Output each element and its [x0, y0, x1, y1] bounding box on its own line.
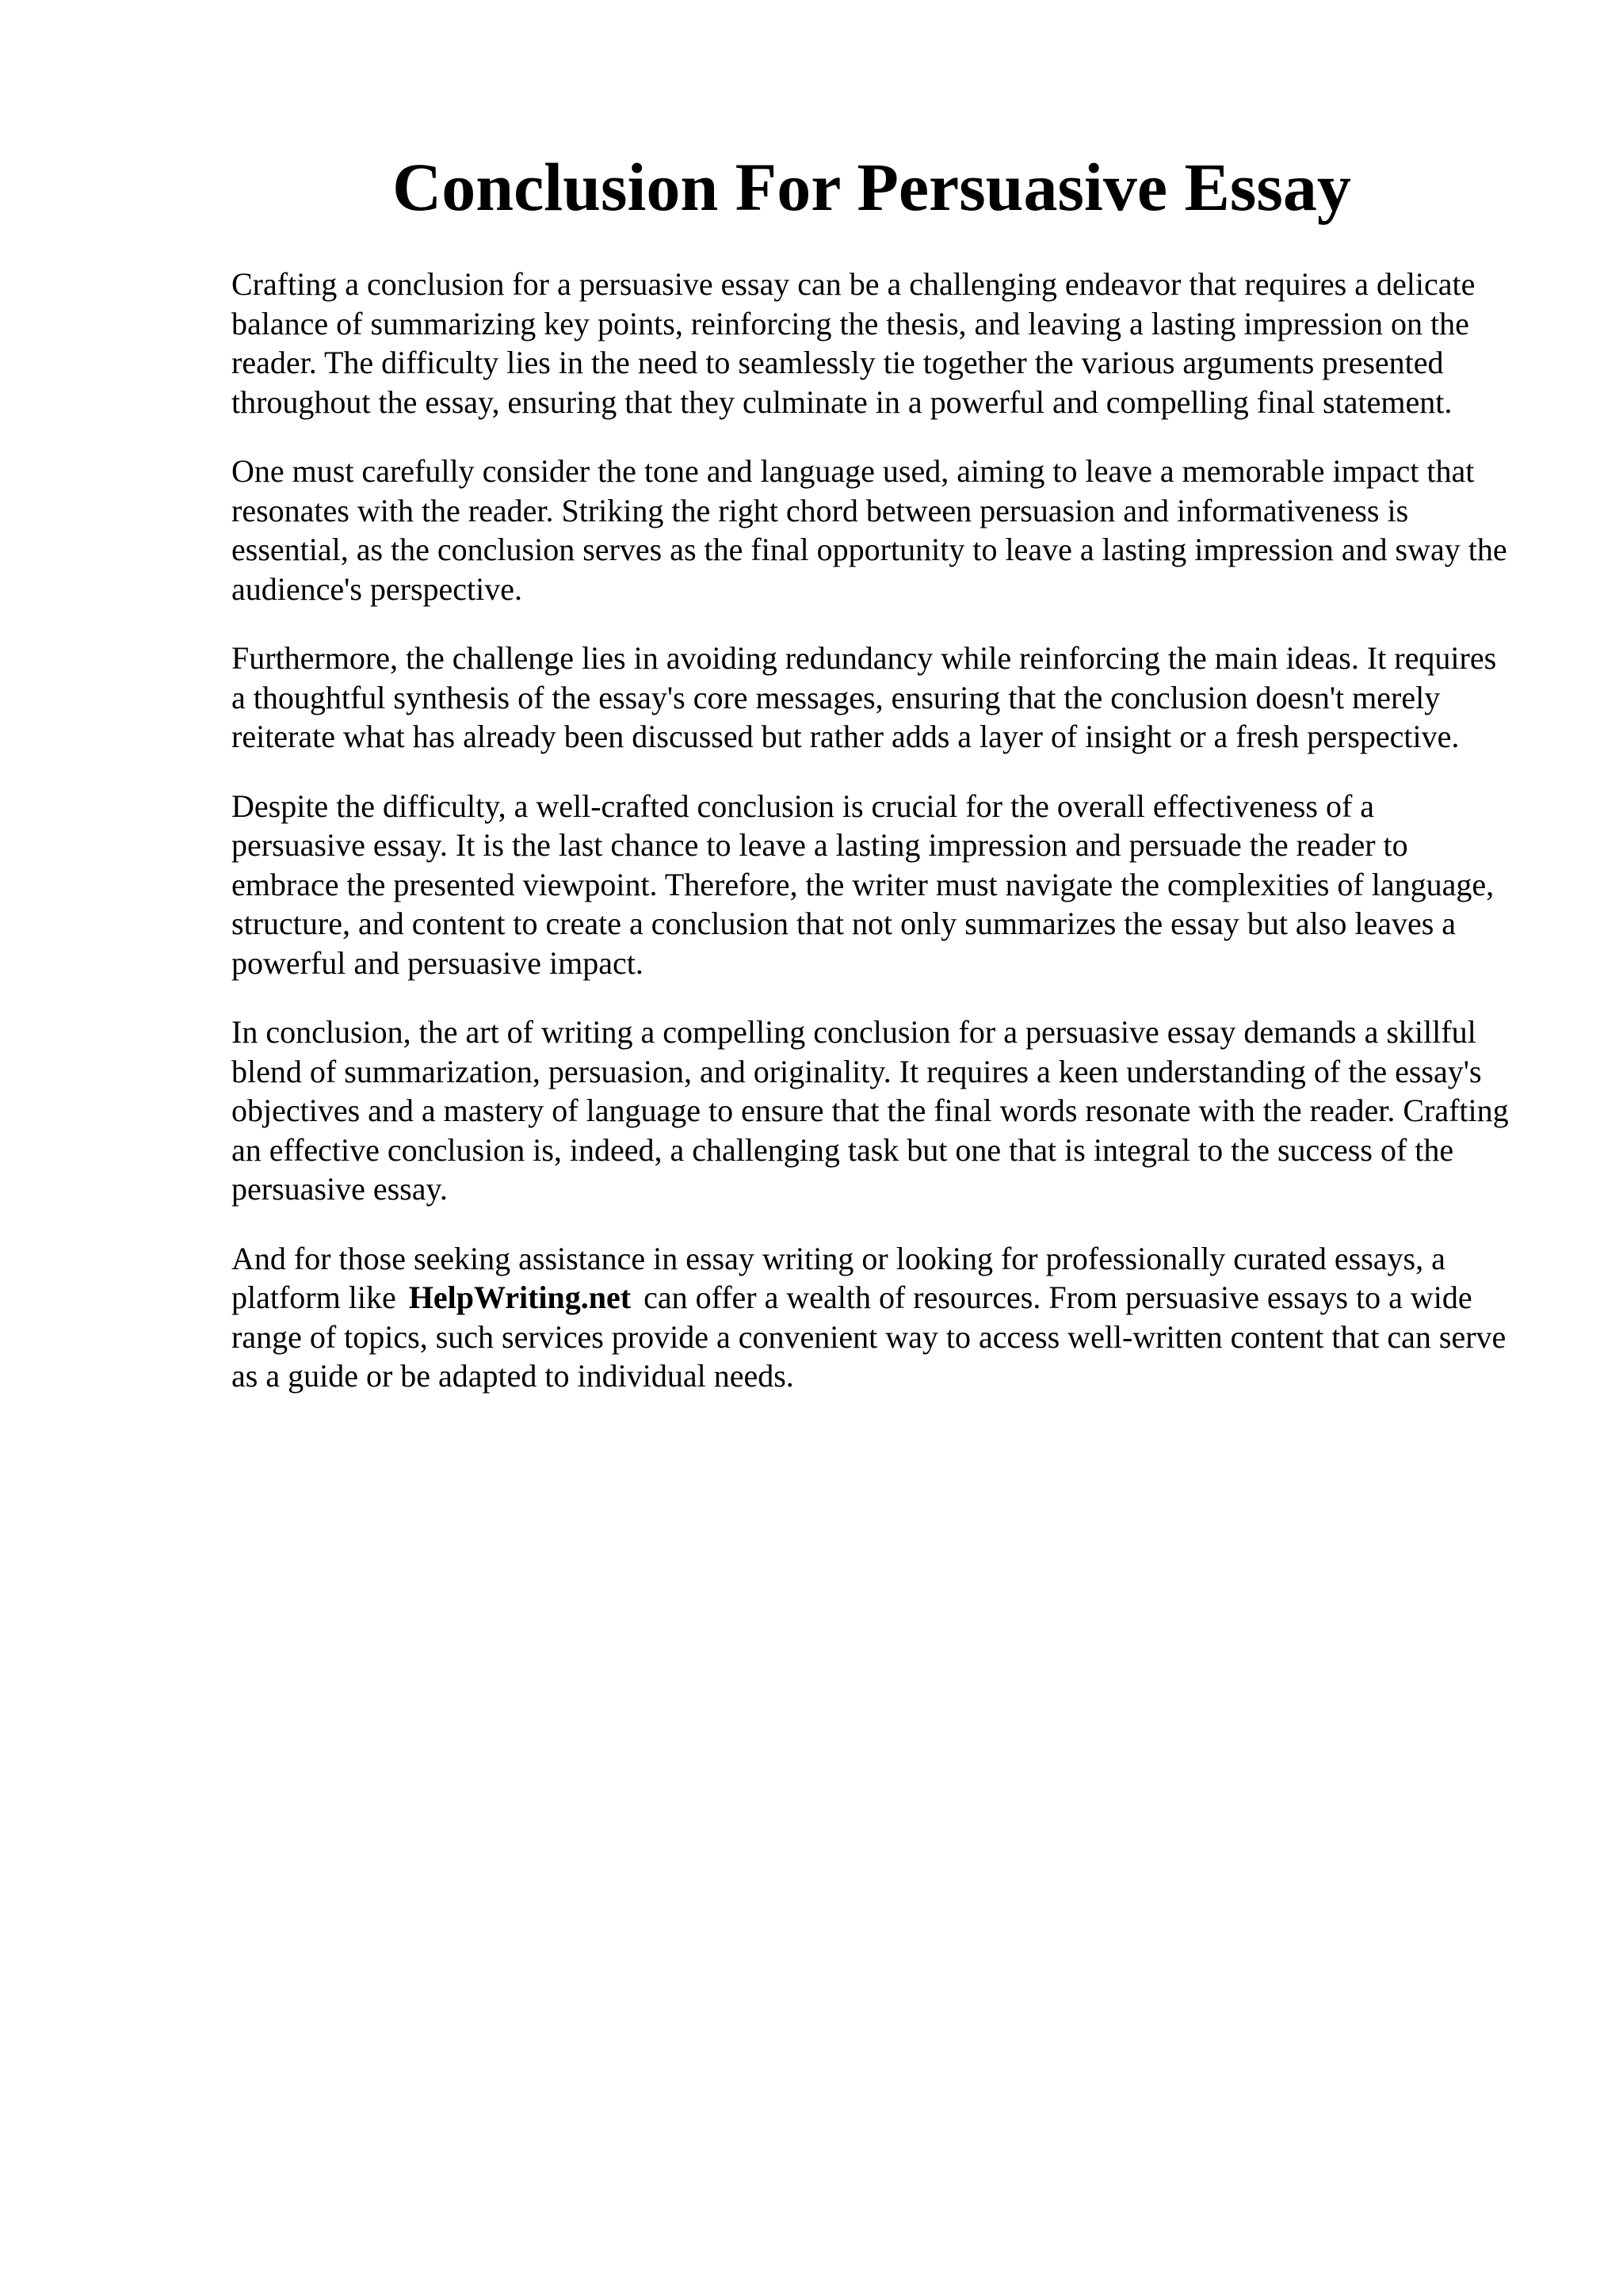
page-title: Conclusion For Persuasive Essay	[392, 149, 1351, 225]
paragraph-6-after: can offer a wealth of resources. From persuasive essays to a wide range of topics, such services provide a convenient way to access well-written content that can serve as a guide or be adapted to individual needs.	[231, 1280, 1507, 1394]
paragraph-4: Despite the difficulty, a well-crafted conclusion is crucial for the overall effectiveness of a persuasive essay. It is the last chance to leave a lasting impression and persuade the reader to embrace the presented viewpoint. Therefore, the writer must navigate the complexities of language, structure, and content to create a conclusion that not only summarizes the essay but also leaves a powerful and persuasive impact.	[231, 788, 1495, 981]
paragraph-3: Furthermore, the challenge lies in avoiding redundancy while reinforcing the main ideas. It requires a thoughtful synthesis of the essay's core messages, ensuring that the conclusion doesn't merely reiterate what has already been discussed but rather adds a layer of insight or a fresh perspective.	[231, 640, 1497, 754]
helpwriting-link[interactable]: HelpWriting.net	[408, 1280, 632, 1315]
essay-body	[231, 265, 1515, 1426]
paragraph-1: Crafting a conclusion for a persuasive essay can be a challenging endeavor that requires a delicate balance of summarizing key points, reinforcing the thesis, and leaving a lasting impression on the reader. The difficulty lies in the need to seamlessly tie together the various arguments presented throughout the essay, ensuring that they culminate in a powerful and compelling final statement.	[231, 266, 1476, 420]
paragraph-2: One must carefully consider the tone and language used, aiming to leave a memorable impact that resonates with the reader. Striking the right chord between persuasion and informativeness is essential, as the conclusion serves as the final opportunity to leave a lasting impression and sway the audience's perspective.	[231, 453, 1507, 607]
paragraph-6-before: And for those seeking assistance in essay writing or looking for professionally curated essays, a platform like	[231, 1240, 1445, 1315]
paragraph-5: In conclusion, the art of writing a compelling conclusion for a persuasive essay demands a skillful blend of summarization, persuasion, and originality. It requires a keen understanding of the essay's objectives and a mastery of language to ensure that the final words resonate with the reader. Crafting an effective conclusion is, indeed, a challenging task but one that is integral to the success of the persuasive essay.	[231, 1014, 1509, 1207]
paragraph-6	[231, 1239, 1515, 1396]
